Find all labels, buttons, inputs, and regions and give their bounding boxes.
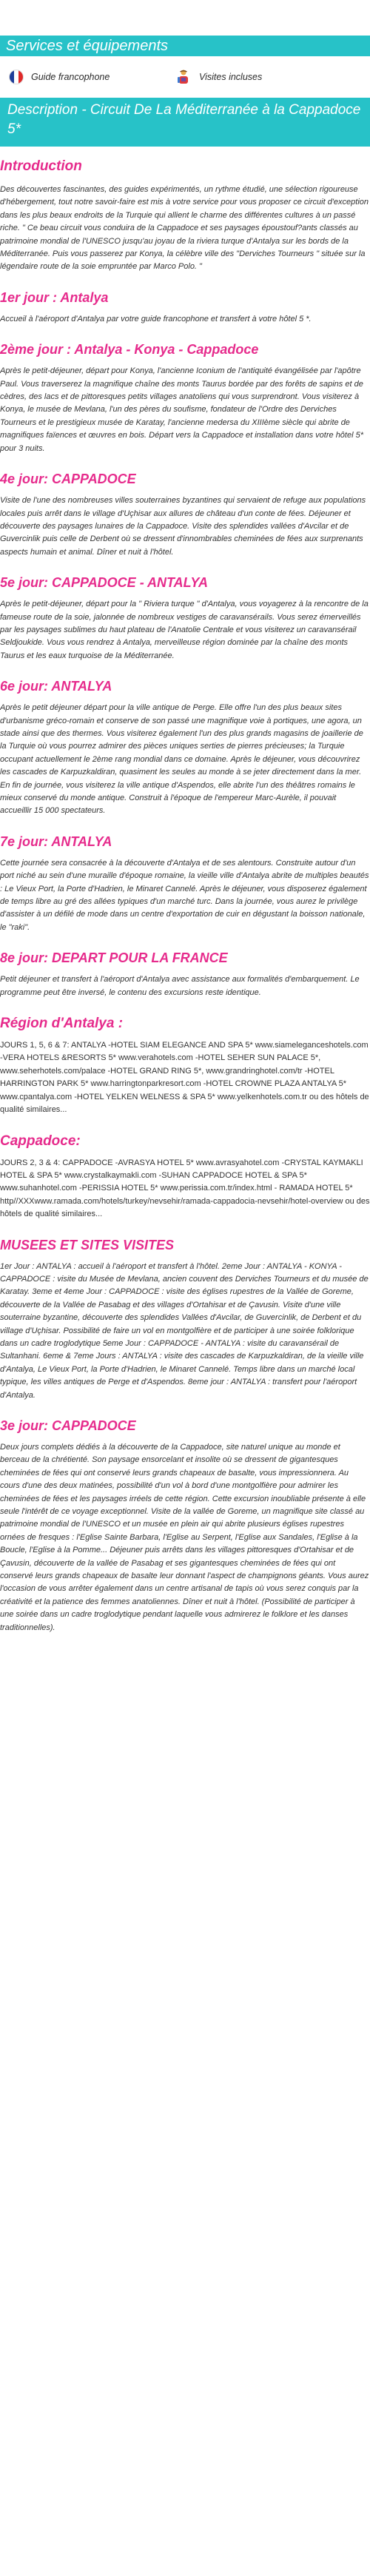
service-visits [175,69,262,85]
section-text-day3: Deux jours complets dédiés à la découverte de la Cappadoce, site naturel unique au monde et berceau de la chrétienté. Son paysage ensorcelant et insolite où se dressent de gigantesques cheminées de fées qui ont conservé leurs grands chapeaux de basalte, vous impressionnera. Au cours d'une des deux matinées, possibilité d'un vol à bord d'une montgolfière pour admirer les cheminées de fées et les paysages irréels de cette région. Cette excursion inoubliable présente à elle seule l'intérêt de ce voyage exceptionnel. Visite de la vallée de Goreme, un magnifique site classé au patrimoine mondial de l'UNESCO et un musée en plein air qui abrite plusieurs églises rupestres ornées de fresques : l'Eglise Sainte Barbara, l'Eglise au Serpent, l'Eglise aux Sandales, l'Eglise à la Boucle, l'Eglise à la Pomme... Déjeuner puis arrêts dans les villages pittoresques d'Ortahisar et de Çavusin, découverte de la vallée de Pasabag et ses gigantesques cheminées de fées qui ont conservé leurs grands chapeaux de basalte leur donnant l'aspect de champignons géants. Vous aurez l'occasion de vous arrêter également dans un centre artisanal de tapis où vous serez conquis par la créativité et la patience des femmes anatoliennes. Dîner et nuit à l'hôtel. (Possibilité de participer à une soirée dans un cadre troglodytique pendant laquelle vous admirerez le folklore et les danses traditionnelles). [0,1443,369,1632]
section-text-day8: Petit déjeuner et transfert à l'aéroport d'Antalya avec assistance aux formalités d'embarquement. Le programme peut être inversé, le contenu des excursions reste identique. [0,975,360,997]
description-title: Description - Circuit De La Méditerranée à la Cappadoce 5* [7,102,361,137]
service-guide [9,70,175,84]
section-title-day5: 5e jour: CAPPADOCE - ANTALYA [0,575,209,591]
services-title: Services et équipements [6,38,169,54]
section-title-cappadoce: Cappadoce: [0,1133,81,1149]
section-title-introduction: Introduction [0,158,82,174]
section-text-day6: Après le petit déjeuner départ pour la ville antique de Perge. Elle offre l'un des plus beaux sites d'urbanisme gréco-romain et conserve de son passé une magnifique voie à portiques, une agora, un stade ainsi que des thermes. Vous visiterez également l'un des plus grands magasins de joaillerie de la Turquie où vous pourrez admirer des pièces uniques serties de pierres précieuses; la Turquie occupant actuellement le 2ème rang mondial dans ce domaine. Après le déjeuner, vous découvrirez les cascades de Karpuzkaldiran, quasiment les seules au monde à se jeter directement dans la mer. En fin de journée, vous visiterez la ville antique d'Aspendos, elle abrite l'un des théâtres romains le mieux conservé du monde antique. Construit à l'époque de l'empereur Marc-Aurèle, il pouvait accueillir 15 000 spectateurs. [0,703,363,816]
french-flag-icon [9,70,24,84]
section-title-day1: 1er jour : Antalya [0,289,109,305]
service-visits-label: Visites incluses [199,72,263,82]
section-title-day4: 4e jour: CAPPADOCE [0,472,136,487]
section-text-day5: Après le petit-déjeuner, départ pour la " Riviera turque " d'Antalya, vous voyagerez à la rencontre de la fameuse route de la soie, jalonnée de nombreux vestiges de caravansérails. Vous serez émerveillés par les paysages sublimes du haut plateau de l'Anatolie Centrale et vous visiterez un caravansérail Seldjoukide. Vous vous rendrez à Antalya, merveilleuse région dominée par la chaîne des monts Taurus et les eaux turquoise de la Méditerranée. [0,600,369,660]
description-banner [0,98,370,147]
section-text-cappadoce: JOURS 2, 3 & 4: CAPPADOCE -AVRASYA HOTEL 5* www.avrasyahotel.com -CRYSTAL KAYMAKLI HOTEL & SPA 5* www.crystalkaymakli.com -SUHAN CAPPADOCE HOTEL & SPA 5* www.suhanhotel.com -PERISSIA HOTEL 5* www.perissia.com.tr/index.html - RAMADA HOTEL 5* http//XXXwww.ramada.com/hotels/turkey/nevsehir/ramada-cappadocia-nevsehir/hotel-overview ou des hôtels de qualité similaires... [0,1158,370,1219]
service-guide-label: Guide francophone [31,72,110,82]
section-text-region-antalya: JOURS 1, 5, 6 & 7: ANTALYA -HOTEL SIAM ELEGANCE AND SPA 5* www.siameleganceshotels.com -VERA HOTELS &RESORTS 5* www.verahotels.com -HOTEL SEHER SUN PALACE 5*, www.seherhotels.com/palace -HOTEL GRAND RING 5*, www.grandringhotel.com/tr -HOTEL HARRINGTON PARK 5* www.harringtonparkresort.com -HOTEL CROWNE PLAZA ANTALYA 5* www.cpantalya.com -HOTEL YELKEN WELNESS & SPA 5* www.yelkenhotels.com.tr ou des hôtels de qualité similaires... [0,1041,369,1115]
services-row [0,56,370,98]
section-text-day7: Cette journée sera consacrée à la découverte d'Antalya et de ses alentours. Construite autour d'un port niché au sein d'une muraille d'époque romaine, la vieille ville d'Antalya abrite de multiples beautés : Le Vieux Port, la Porte d'Hadrien, le Minaret Cannelé. Après le déjeuner, vous disposerez également de temps libre au gré des allées typiques d'un marché turc. Dans la journée, vous aurez le privilège d'assister à un défilé de mode dans un centre d'exportation de cuir en dégustant la boisson nationale, le "raki". [0,858,369,932]
section-text-musees: 1er Jour : ANTALYA : accueil à l'aéroport et transfert à l'hôtel. 2eme Jour : ANTALYA - KONYA - CAPPADOCE : visite du Musée de Mevlana, ancien couvent des Derviches Tourneurs et du musée de Karatay. 3eme et 4eme Jour : CAPPADOCE : visite des églises rupestres de la Vallée de Goreme, découverte de la Vallée de Pasabag et des villages d'Ortahisar et de Çavusin. Visite d'une ville souterraine byzantine, découverte des splendides Vallées d'Avcilar, de Guvercinlik, de Derbent et du village d'Uçhisar. Possibilité de faire un vol en montgolfière et de participer à une soirée folklorique dans un cadre troglodytique 5eme Jour : CAPPADOCE - ANTALYA : visite du caravansérail de Sultanhani. 6eme & 7eme Jours : ANTALYA : visite des cascades de Karpuzkaldiran, de la vieille ville d'Antalya, Le Vieux Port, la Porte d'Hadrien, le Minaret Cannelé. Temps libre dans un marché local typique, les villes antiques de Perge et d'Aspendos. 8eme jour : ANTALYA : transfert pour l'aéroport d'Antalya. [0,1261,369,1400]
section-title-day7: 7e jour: ANTALYA [0,833,112,849]
section-text-day1: Accueil à l'aéroport d'Antalya par votre guide francophone et transfert à votre hôtel 5 *. [0,314,312,323]
section-title-musees: MUSEES ET SITES VISITES [0,1237,175,1252]
section-text-day2: Après le petit-déjeuner, départ pour Konya, l'ancienne Iconium de l'antiquité évangélisée par l'apôtre Paul. Vous traverserez la magnifique chaîne des monts Taurus bordée par des forêts de sapins et de cèdres, des lacs et de pittoresques petits villages anatoliens qui vous surprendront. Vous visiterez à Konya, le musée de Mevlana, l'un des pères du soufisme, fondateur de l'Ordre des Derviches Tourneurs et le prestigieux musée de Karatay, l'ancienne medersa du XIIIème siècle qui abrite de magnifiques faïences et œuvres en bois. Départ vers la Cappadoce et installation dans votre hôtel 5* pour 3 nuits. [0,366,363,453]
section-text-day4: Visite de l'une des nombreuses villes souterraines byzantines qui servaient de refuge aux populations locales puis arrêt dans le village d'Uçhisar aux allures de château d'un conte de fées. Déjeuner et découverte des paysages lunaires de la Cappadoce. Visite des splendides vallées d'Avcilar et de Guvercinlik puis celle de Derbent où se dressent d'innombrables cheminées de fées aux surprenants aspects humain et animal. Dîner et nuit à l'hôtel. [0,496,366,557]
section-title-day8: 8e jour: DEPART POUR LA FRANCE [0,950,228,966]
itinerary-content [0,158,370,1634]
section-title-region-antalya: Région d'Antalya : [0,1016,124,1032]
section-title-day3: 3e jour: CAPPADOCE [0,1418,136,1433]
services-banner [0,36,370,56]
section-title-day2: 2ème jour : Antalya - Konya - Cappadoce [0,342,259,358]
section-title-day6: 6e jour: ANTALYA [0,679,112,694]
traveler-icon [175,69,192,85]
section-text-introduction: Des découvertes fascinantes, des guides expérimentés, un rythme étudié, une sélection rigoureuse d'hébergement, tout notre savoir-faire est mis à votre service pour vous proposer ce circuit d'exception dans les plus beaux endroits de la Turquie qui allient le charme des différentes cultures à un passé riche. " Ce beau circuit vous conduira de la Cappadoce et ses paysages époustouf?ants classés au patrimoine mondial de l'UNESCO jusqu'au joyau de la riviera turque d'Antalya sur les bords de la Méditerranée. Puis vous passerez par Konya, la célèbre ville des "Derviches Tourneurs " située sur la légendaire route de la soie empruntée par Marco Polo. " [0,185,369,272]
